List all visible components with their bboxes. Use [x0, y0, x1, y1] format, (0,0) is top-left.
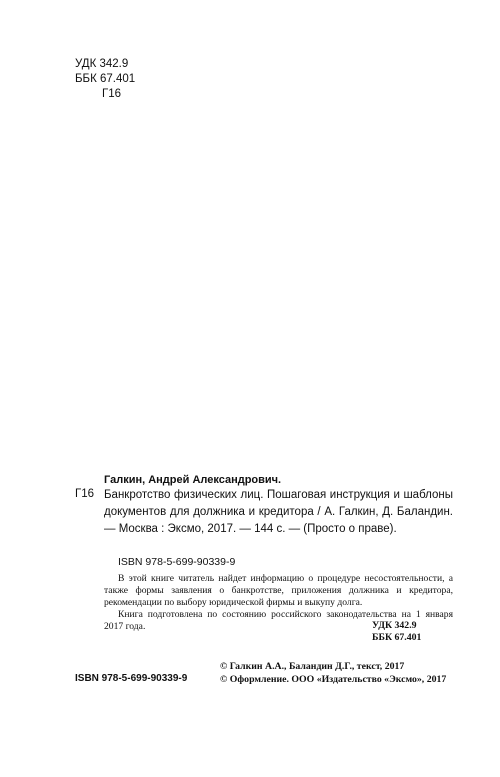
author-heading: Галкин, Андрей Александрович.	[104, 474, 282, 486]
bibliographic-description: Банкротство физических лиц. Пошаговая инструкция и шаблоны документов для должника и кредитора / А. Галкин, Д. Баландин. — Москва : Эксмо, 2017. — 144 с. — (Просто о праве).	[104, 489, 453, 535]
udk-code: УДК 342.9	[372, 620, 417, 631]
author-mark: Г16	[102, 88, 122, 100]
author-mark-side: Г16	[75, 488, 95, 500]
classification-codes-right	[372, 620, 421, 644]
classification-codes	[75, 57, 135, 102]
bbk-code: ББК 67.401	[75, 73, 136, 85]
bbk-code: ББК 67.401	[372, 632, 422, 643]
copyright-design: © Оформление. ООО «Издательство «Эксмо», 2017	[220, 673, 447, 685]
annotation-paragraph: В этой книге читатель найдет информацию о процедуре несостоятельности, а также формы заявления о банкротстве, приложения должника и кредитора, рекомендации по выбору юридической фирмы и выкупу долга.	[104, 573, 453, 608]
copyright-block	[220, 661, 446, 686]
udk-code: УДК 342.9	[75, 58, 129, 70]
copyright-text: © Галкин А.А., Баландин Д.Г., текст, 2017	[220, 661, 405, 672]
annotation-paragraph: Книга подготовлена по состоянию российского законодательства на 1 января 2017 года.	[104, 609, 453, 632]
isbn-line: ISBN 978-5-699-90339-9	[118, 556, 236, 568]
isbn-bottom: ISBN 978-5-699-90339-9	[75, 673, 188, 684]
